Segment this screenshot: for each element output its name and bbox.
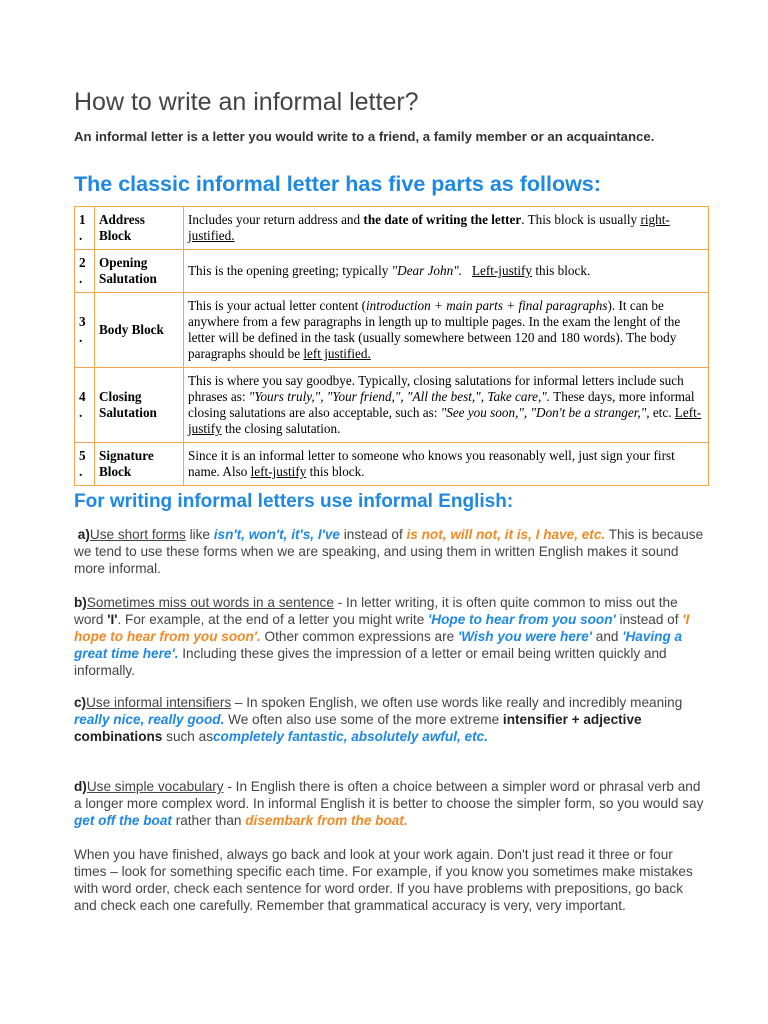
tip-miss-out-words: b)Sometimes miss out words in a sentence - In letter writing, it is often quite common to miss out the word 'I'. For example, at the end of a letter you might write 'Hope to hear from you soon' instead of 'I hope to hear from you soon'. Other common expressions are 'Wish you were here' and 'Having a great time here'. Including these gives the impression of a letter or email being written quickly and informally. (74, 595, 690, 678)
row-number: 1 (79, 212, 86, 227)
tip-heading: Use short forms (89, 527, 186, 542)
part-description: Since it is an informal letter to someone who knows you reasonably well, just sign your first name. Also left-justify this block. (184, 443, 709, 486)
table-row (75, 368, 709, 443)
part-label: Body Block (95, 293, 184, 368)
heading-five-parts: The classic informal letter has five parts as follows: (74, 172, 601, 196)
part-label: Signature Block (95, 443, 184, 486)
part-description: This is the opening greeting; typically "Dear John". Left-justify this block. (184, 250, 709, 293)
tip-simple-vocabulary: d)Use simple vocabulary - In English there is often a choice between a simpler word or phrasal verb and a longer more complex word. In informal English it is better to choose the simpler form, so you would say get off the boat rather than disembark from the boat. (74, 779, 704, 828)
row-number: 2 (79, 255, 86, 270)
part-label: Closing Salutation (95, 368, 184, 443)
tip-short-forms: a)Use short forms like isn't, won't, it's, I've instead of is not, will not, it is, I have, etc. This is because we tend to use these forms when we are speaking, and using them in written English makes it sound more informal. (74, 527, 704, 576)
part-description: This is your actual letter content (introduction + main parts + final paragraphs). It can be anywhere from a few paragraphs in length up to multiple pages. In the exam the lenght of the letter will be defined in the task (usually somewhere between 120 and 180 words). The body paragraphs should be left justified. (184, 293, 709, 368)
row-number-dot: . (79, 228, 83, 243)
part-description: Includes your return address and the date of writing the letter. This block is usually right-justified. (184, 207, 709, 250)
row-number-dot: . (79, 464, 83, 479)
page-title: How to write an informal letter? (74, 88, 419, 116)
heading-informal-english: For writing informal letters use informal English: (74, 491, 514, 512)
letter-parts-table (74, 206, 709, 486)
row-number: 4 (79, 389, 86, 404)
row-number-dot: . (79, 405, 83, 420)
row-number: 3 (79, 314, 86, 329)
table-row (75, 207, 709, 250)
table-row (75, 250, 709, 293)
row-number-dot: . (79, 330, 83, 345)
tip-heading: Use simple vocabulary (86, 779, 224, 794)
table-row (75, 443, 709, 486)
tip-heading: Sometimes miss out words in a sentence (86, 595, 334, 610)
part-description: This is where you say goodbye. Typically, closing salutations for informal letters include such phrases as: "Yours truly,", "Your friend,", "All the best,", Take care,". These days, more informal closing salutations are also acceptable, such as: "See you soon,", "Don't be a stranger,", etc. Left-justify the closing salutation. (184, 368, 709, 443)
part-label: Opening Salutation (95, 250, 184, 293)
table-row (75, 293, 709, 368)
row-number-dot: . (79, 271, 83, 286)
tip-heading: Use informal intensifiers (86, 695, 232, 710)
row-number: 5 (79, 448, 86, 463)
part-label: Address Block (95, 207, 184, 250)
closing-paragraph: When you have finished, always go back and look at your work again. Don't just read it three or four times – look for something specific each time. For example, if you know you sometimes make mistakes with word order, check each sentence for word order. If you have problems with prepositions, go back and check each one carefully. Remember that grammatical accuracy is very, very important. (74, 847, 693, 913)
intro-text: An informal letter is a letter you would write to a friend, a family member or an acquaintance. (74, 129, 655, 144)
tip-intensifiers: c)Use informal intensifiers – In spoken English, we often use words like really and incredibly meaning really nice, really good. We often also use some of the more extreme intensifier + adjective combinations such ascompletely fantastic, absolutely awful, etc. (74, 695, 683, 744)
